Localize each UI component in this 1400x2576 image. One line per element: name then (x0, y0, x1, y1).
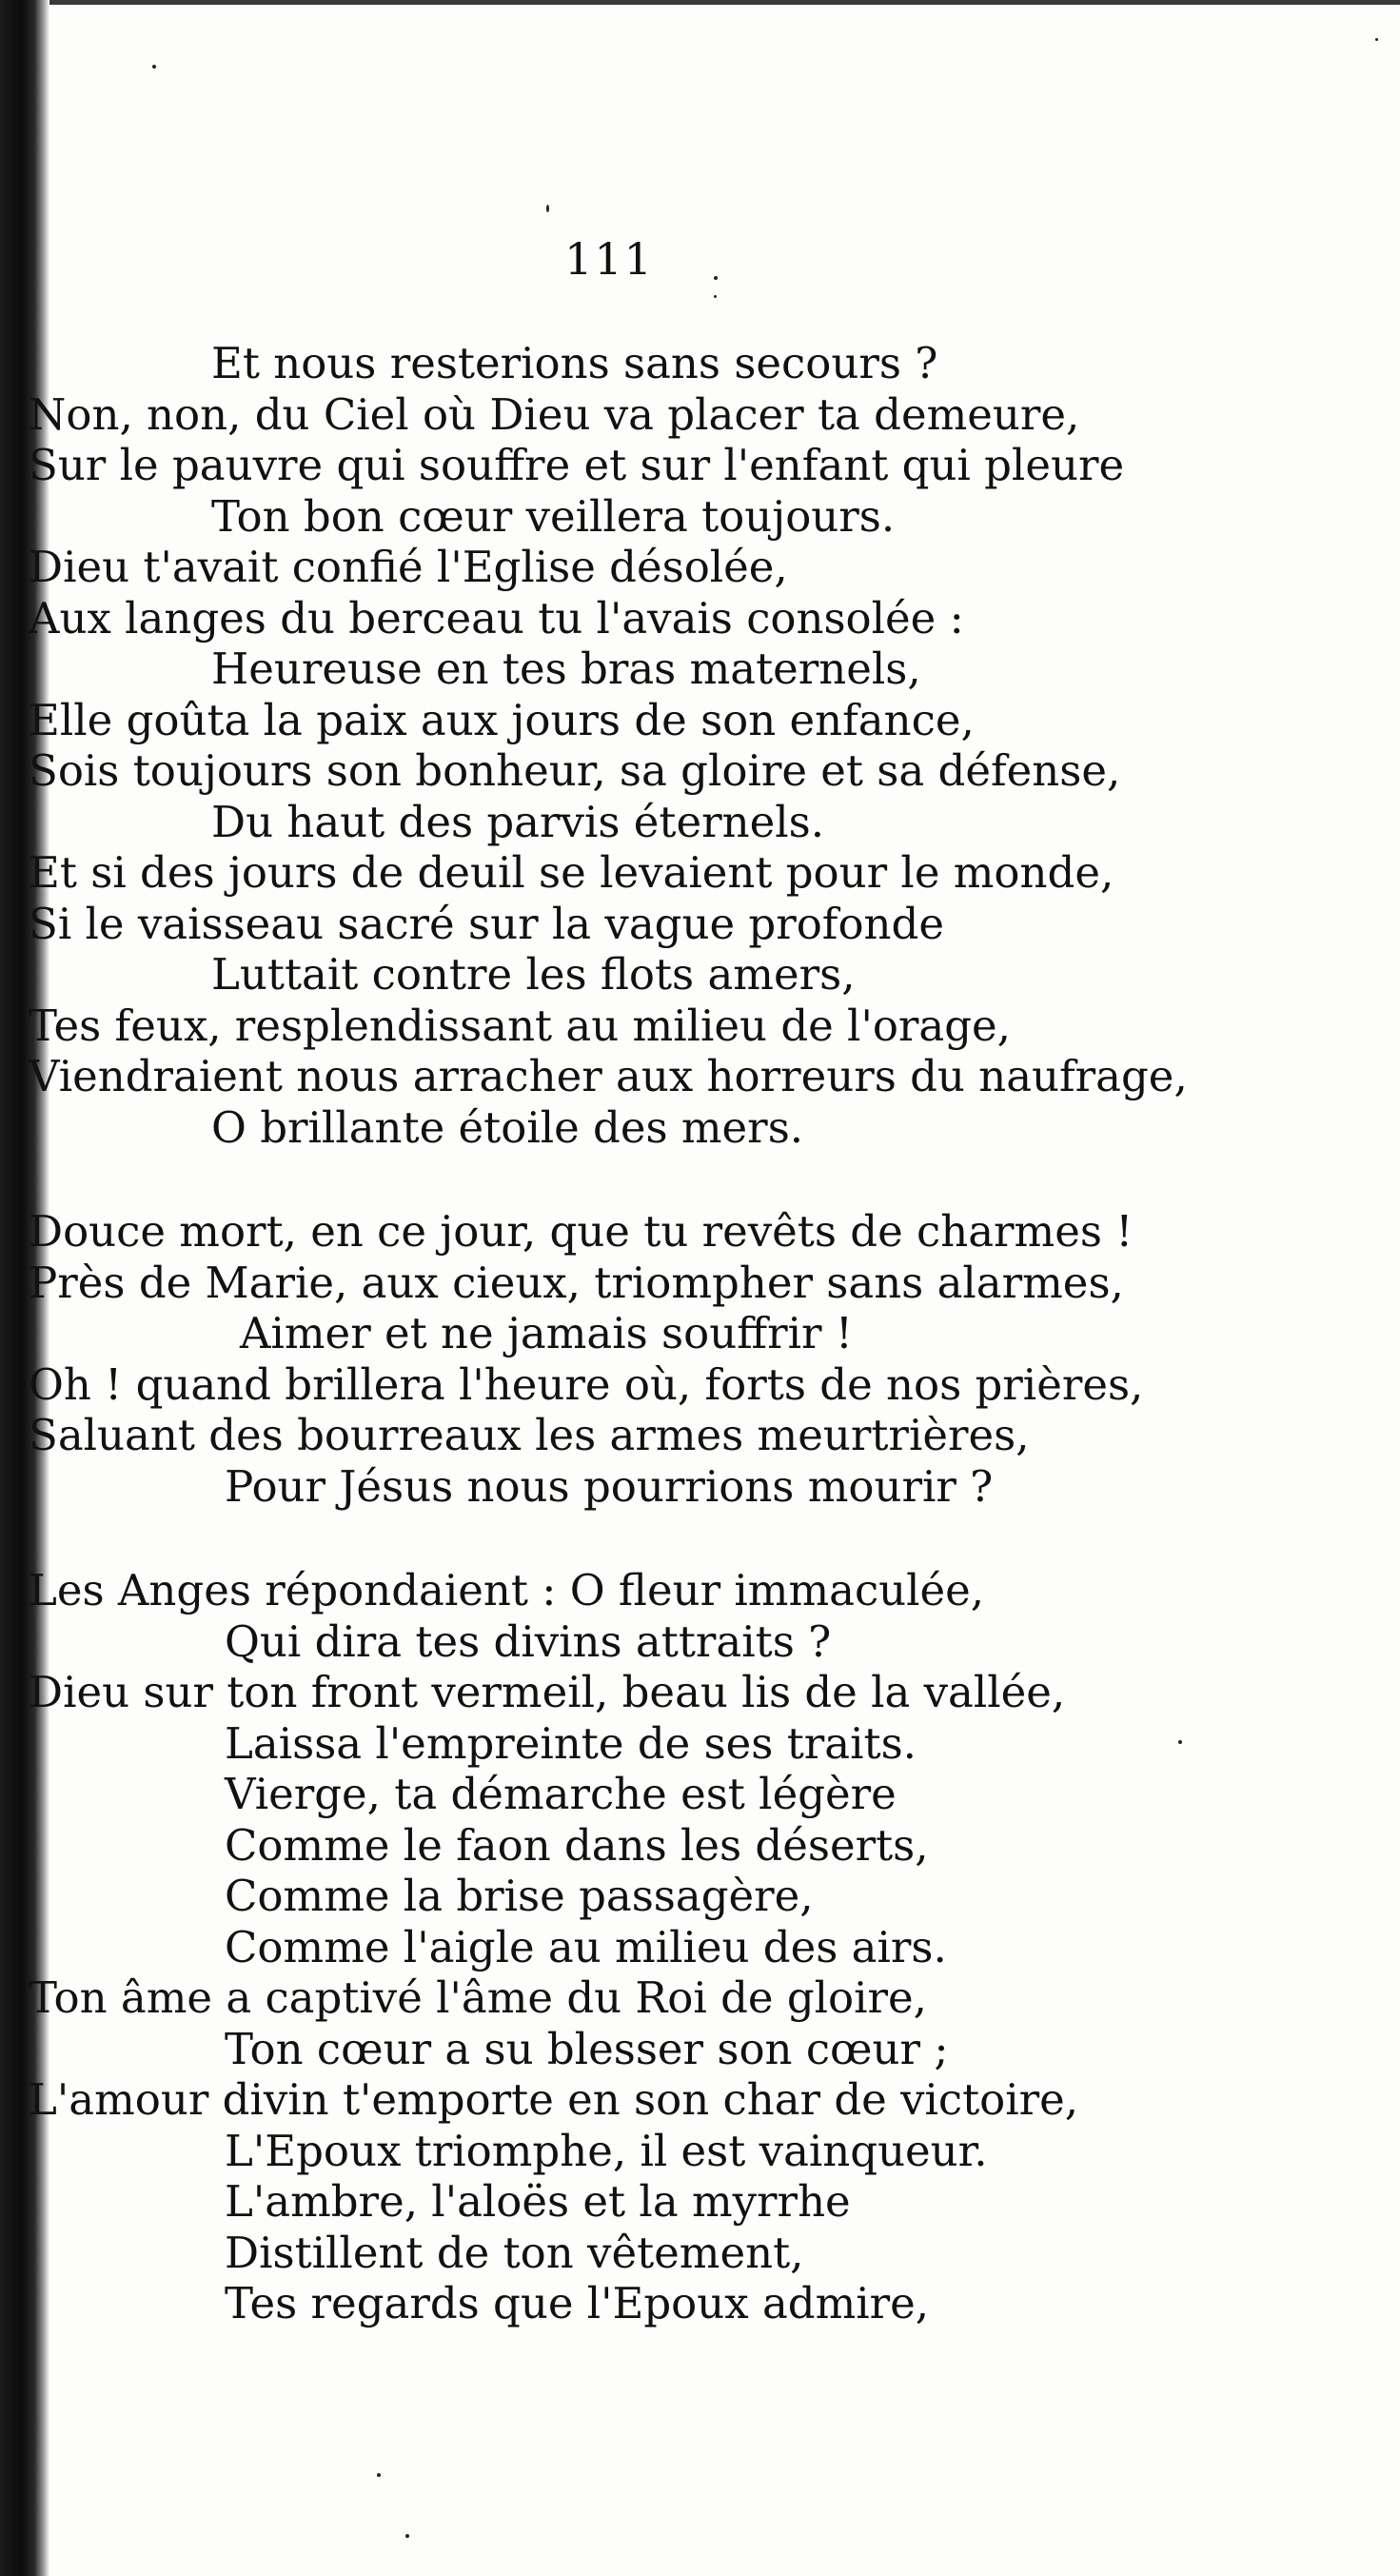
scan-speck (1178, 1740, 1182, 1744)
scan-speck (152, 65, 156, 69)
verse-line: L'amour divin t'emporte en son char de victoire, (29, 2074, 1079, 2125)
verse-line: Luttait contre les flots amers, (211, 949, 856, 1000)
verse-line: Aux langes du berceau tu l'avais consolée : (29, 592, 964, 644)
page-number: 111 (564, 233, 654, 285)
stanza-1 (0, 338, 1400, 1153)
verse-line: Non, non, du Ciel où Dieu va placer ta demeure, (29, 388, 1080, 440)
scan-speck (1375, 38, 1378, 41)
verse-line: Heureuse en tes bras maternels, (211, 644, 921, 694)
verse-line: Comme l'aigle au milieu des airs. (225, 1921, 947, 1972)
verse-line: Tes feux, resplendissant au milieu de l'orage, (29, 1000, 1011, 1051)
scan-speck (714, 295, 717, 298)
verse-line: Sur le pauvre qui souffre et sur l'enfant qui pleure (29, 440, 1125, 490)
verse-line: Du haut des parvis éternels. (211, 796, 824, 847)
poem-body (0, 338, 1400, 2329)
verse-line: Qui dira tes divins attraits ? (225, 1615, 832, 1667)
top-edge-rule (0, 0, 1400, 5)
verse-line: Aimer et ne jamais souffrir ! (240, 1308, 853, 1358)
verse-line: Dieu t'avait confié l'Eglise désolée, (29, 542, 788, 592)
verse-line: L'ambre, l'aloës et la myrrhe (225, 2176, 851, 2227)
stanza-2 (0, 1206, 1400, 1512)
verse-line: Ton cœur a su blesser son cœur ; (225, 2023, 949, 2074)
verse-line: Et si des jours de deuil se levaient pour le monde, (29, 847, 1114, 898)
verse-line: Saluant des bourreaux les armes meurtrières, (29, 1410, 1030, 1460)
scan-speck (377, 2473, 381, 2477)
stanza-3 (0, 1565, 1400, 2329)
verse-line: Comme la brise passagère, (225, 1871, 814, 1921)
verse-line: Comme le faon dans les déserts, (225, 1819, 929, 1871)
verse-line: Douce mort, en ce jour, que tu revêts de charmes ! (29, 1206, 1134, 1257)
scan-speck (405, 2534, 409, 2538)
verse-line: Distillent de ton vêtement, (225, 2227, 804, 2278)
verse-line: O brillante étoile des mers. (211, 1101, 804, 1153)
verse-line: Pour Jésus nous pourrions mourir ? (225, 1460, 994, 1512)
verse-line: Ton bon cœur veillera toujours. (211, 490, 896, 542)
verse-line: Si le vaisseau sacré sur la vague profonde (29, 898, 944, 949)
verse-line: L'Epoux triomphe, il est vainqueur. (225, 2125, 988, 2176)
verse-line: Sois toujours son bonheur, sa gloire et sa défense, (29, 745, 1121, 796)
verse-line: Tes regards que l'Epoux admire, (225, 2278, 930, 2328)
verse-line: Oh ! quand brillera l'heure où, forts de nos prières, (29, 1358, 1144, 1410)
scan-speck (714, 276, 718, 280)
verse-line: Ton âme a captivé l'âme du Roi de gloire, (29, 1972, 927, 2023)
verse-line: Près de Marie, aux cieux, triompher sans alarmes, (29, 1257, 1124, 1308)
verse-line: Dieu sur ton front vermeil, beau lis de la vallée, (29, 1667, 1066, 1717)
scan-speck (546, 205, 549, 212)
verse-line: Les Anges répondaient : O fleur immaculée, (29, 1565, 985, 1615)
verse-line: Laissa l'empreinte de ses traits. (225, 1717, 917, 1769)
verse-line: Viendraient nous arracher aux horreurs du naufrage, (29, 1051, 1188, 1101)
verse-line: Elle goûta la paix aux jours de son enfance, (29, 694, 975, 745)
verse-line: Et nous resterions sans secours ? (211, 338, 938, 388)
verse-line: Vierge, ta démarche est légère (225, 1769, 897, 1819)
